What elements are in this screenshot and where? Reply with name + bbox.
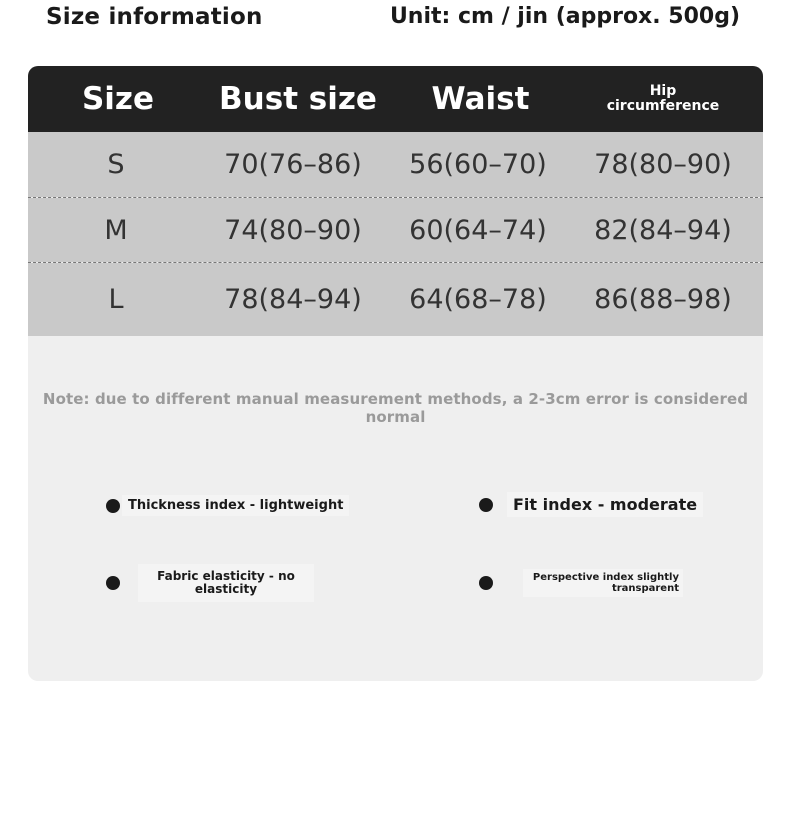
cell-bust: 74(80–90) (224, 214, 362, 246)
feature-fit (479, 492, 703, 517)
cell-bust: 70(76–86) (224, 149, 362, 180)
cell-hip: 82(84–94) (594, 214, 732, 246)
column-header-hip-line2: circumference (606, 98, 720, 114)
column-header-hip (583, 66, 743, 132)
feature-label: Perspective index slightly transparent (523, 569, 683, 597)
cell-size: S (107, 149, 125, 180)
feature-label: Fabric elasticity - no elasticity (138, 564, 314, 602)
column-header-size: Size (81, 81, 155, 117)
bullet-dot-icon (479, 498, 493, 512)
cell-waist: 64(68–78) (409, 284, 547, 315)
measurement-note: Note: due to different manual measurement methods, a 2-3cm error is considered normal (42, 390, 749, 426)
cell-hip: 78(80–90) (594, 149, 732, 180)
cell-size: L (108, 284, 124, 315)
cell-waist: 56(60–70) (409, 149, 547, 180)
table-header (28, 66, 763, 132)
column-header-bust: Bust size (219, 81, 377, 117)
cell-hip: 86(88–98) (594, 284, 732, 315)
unit-label: Unit: cm / jin (approx. 500g) (389, 4, 740, 29)
bullet-dot-icon (106, 576, 120, 590)
feature-label: Thickness index - lightweight (122, 495, 349, 516)
table-row (28, 198, 763, 262)
table-row (28, 132, 763, 197)
feature-thickness (106, 495, 349, 516)
cell-size: M (104, 214, 128, 246)
feature-elasticity (106, 564, 314, 602)
column-header-waist: Waist (431, 81, 530, 117)
feature-perspective (479, 569, 683, 597)
table-row (28, 263, 763, 336)
bullet-dot-icon (106, 499, 120, 513)
cell-bust: 78(84–94) (224, 284, 362, 315)
page-title: Size information (46, 4, 263, 30)
feature-label: Fit index - moderate (507, 492, 703, 517)
cell-waist: 60(64–74) (409, 214, 547, 246)
size-chart-card (28, 66, 763, 681)
column-header-hip-line1: Hip (649, 83, 677, 99)
bullet-dot-icon (479, 576, 493, 590)
